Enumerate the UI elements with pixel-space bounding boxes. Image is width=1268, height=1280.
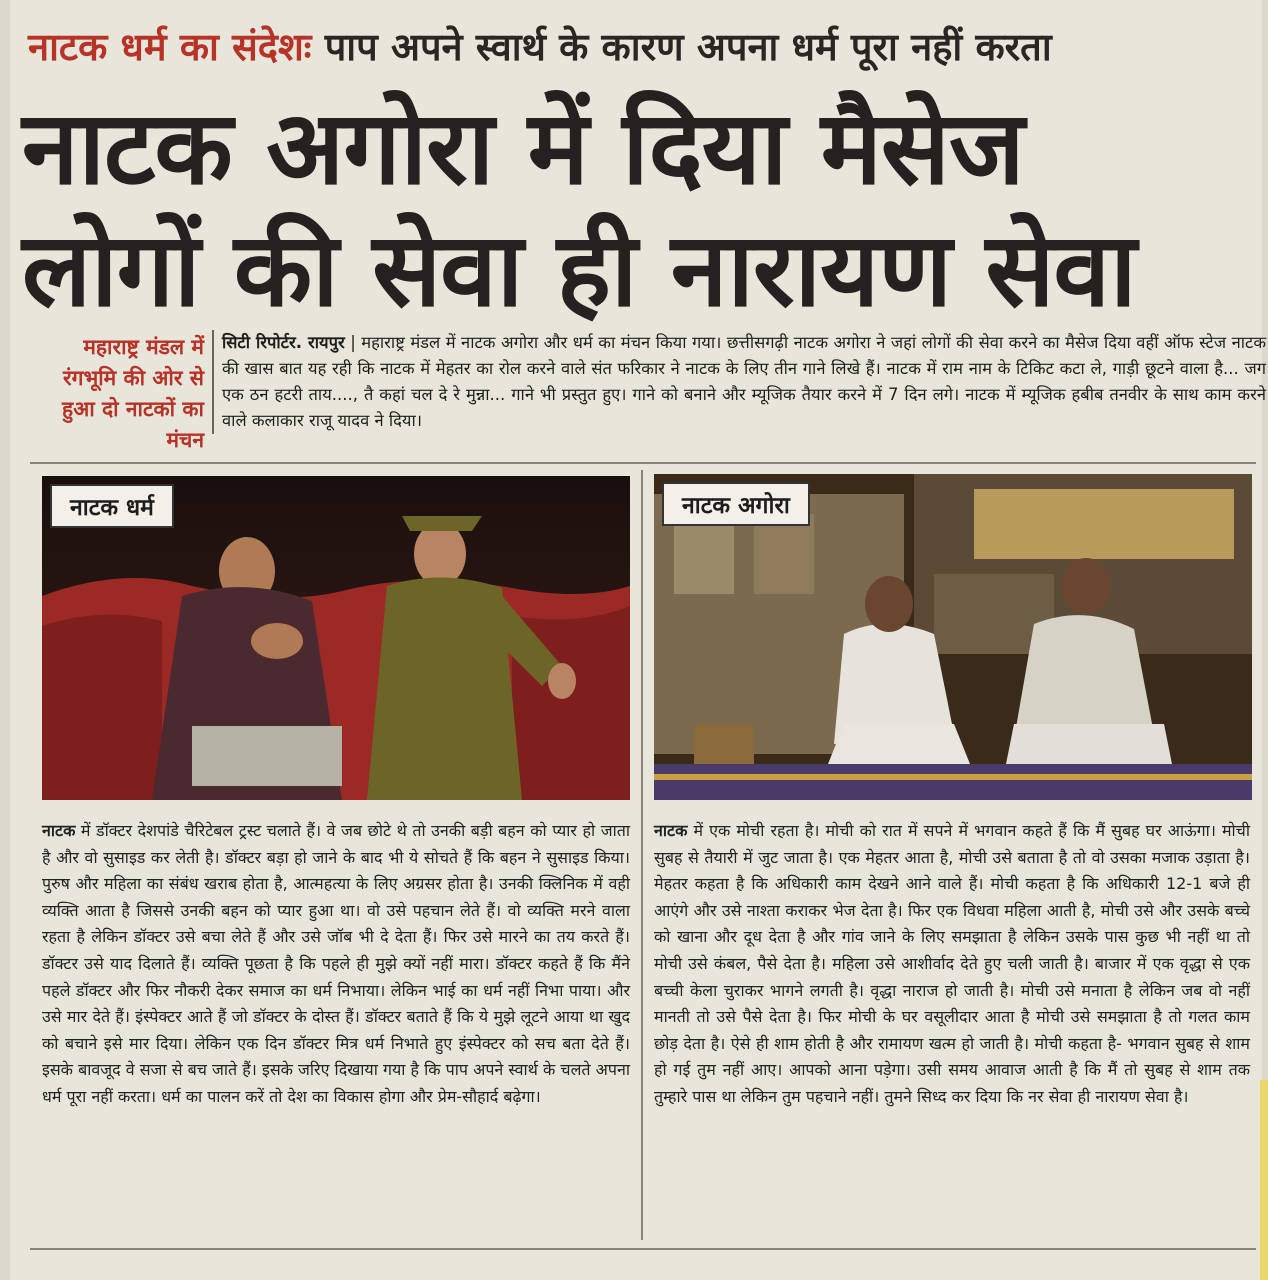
- article-right-column: [654, 818, 1250, 1111]
- sidebar-subhead: महाराष्ट्र मंडल में रंगभूमि की ओर से हुआ दो नाटकों का मंचन: [62, 335, 204, 452]
- kicker-red: नाटक धर्म का संदेशः: [28, 25, 312, 69]
- left-lead: नाटक: [42, 821, 76, 840]
- kicker-headline: [28, 18, 1258, 76]
- divider-top: [30, 462, 1256, 464]
- intro-paragraph: सिटी रिपोर्टर. रायपुर | महाराष्ट्र मंडल में नाटक अगोरा और धर्म का मंचन किया गया। छत्तीसगढ़ी नाटक अगोरा ने जहां लोगों की सेवा करने का मैसेज दिया वहीं ऑफ स्टेज नाटक की खास बात यह रही कि नाटक में मेहतर का रोल करने वाले संत फरिकार ने नाटक के लिए तीन गाने लिखे हैं। नाटक में राम नाम के टिकिट कटा ले, गाड़ी छूटने वाला है... जग एक ठन हटरी ताय...., तै कहां चल दे रे मुन्ना... गाने भी प्रस्तुत हुए। गाने को बनाने और म्यूजिक तैयार करने में 7 दिन लगे। नाटक में म्यूजिक हबीब तनवीर के साथ काम करने वाले कलाकार राजू यादव ने दिया।: [212, 330, 1266, 434]
- column-divider: [641, 470, 643, 1240]
- right-lead: नाटक: [654, 821, 688, 840]
- divider-bottom: [30, 1248, 1256, 1250]
- article-left-column: [42, 818, 630, 1111]
- headline-line-1: नाटक अगोरा में दिया मैसेज: [22, 89, 1024, 208]
- photo-label-right: नाटक अगोरा: [662, 482, 810, 526]
- intro-text: महाराष्ट्र मंडल में नाटक अगोरा और धर्म का मंचन किया गया। छत्तीसगढ़ी नाटक अगोरा ने जहां लोगों की सेवा करने का मैसेज दिया वहीं ऑफ स्टेज नाटक की खास बात यह रही कि नाटक में मेहतर का रोल करने वाले संत फरिकार ने नाटक के लिए तीन गाने लिखे हैं। नाटक में राम नाम के टिकिट कटा ले, गाड़ी छूटने वाला है... जग एक ठन हटरी ताय...., तै कहां चल दे रे मुन्ना... गाने भी प्रस्तुत हुए। गाने को बनाने और म्यूजिक तैयार करने में 7 दिन लगे। नाटक में म्यूजिक हबीब तनवीर के साथ काम करने वाले कलाकार राजू यादव ने दिया।: [222, 333, 1266, 430]
- photo-natak-dharm: [42, 476, 630, 800]
- byline: सिटी रिपोर्टर. रायपुर: [222, 333, 345, 352]
- margin-color-strip: [1260, 1080, 1268, 1280]
- left-text: में डॉक्टर देशपांडे चैरिटेबल ट्रस्ट चलाते हैं। वे जब छोटे थे तो उनकी बड़ी बहन को प्यार हो जाता है और वो सुसाइड कर लेती है। डॉक्टर बड़ा हो जाने के बाद भी ये सोचते हैं कि बहन ने सुसाइड किया। पुरुष और महिला का संबंध खराब होता है, आत्महत्या के लिए अग्रसर होता है। उनकी क्लिनिक में वही व्यक्ति आता है जिससे उनकी बहन को प्यार हुआ था। वो उसे पहचान लेते हैं। वो व्यक्ति मरने वाला रहता है लेकिन डॉक्टर उसे बचा लेते हैं और उसे जॉब भी दे देता हैं। फिर उसे मारने का तय करते हैं। डॉक्टर उसे याद दिलाते हैं। व्यक्ति पूछता है कि पहले ही मुझे क्यों नहीं मारा। डॉक्टर कहते हैं कि मैंने पहले डॉक्टर और फिर नौकरी देकर समाज का धर्म निभाया। लेकिन भाई का धर्म नहीं निभा पाया। और उसे मार देते हैं। इंस्पेक्टर आते हैं जो डॉक्टर के दोस्त हैं। डॉक्टर बताते हैं कि ये मुझे लूटने आया था खुद को बचाने इसे मार दिया। लेकिन एक दिन डॉक्टर मित्र धर्म निभाते हुए इंस्पेक्टर को सच बता देते हैं। इसके बावजूद वे सजा से बच जाते हैं। इसके जरिए दिखाया गया है कि पाप अपने स्वार्थ के चलते अपना धर्म पूरा नहीं करता। धर्म का पालन करें तो देश का विकास होगा और प्रेम-सौहार्द बढ़ेगा।: [42, 821, 631, 1106]
- kicker-black: पाप अपने स्वार्थ के कारण अपना धर्म पूरा नहीं करता: [311, 25, 1052, 69]
- photo-label-left: नाटक धर्म: [50, 484, 174, 528]
- photo-natak-agora: [654, 474, 1252, 800]
- main-headline: [22, 88, 1258, 332]
- right-text: में एक मोची रहता है। मोची को रात में सपने में भगवान कहते हैं कि मैं सुबह घर आऊंगा। मोची सुबह से तैयारी में जुट जाता है। एक मेहतर आता है, मोची उसे बताता है तो वो उसका मजाक उड़ाता है। मेहतर कहता है कि अधिकारी काम देखने आने वाले हैं। मोची कहता है कि अधिकारी 12-1 बजे ही आएंगे और उसे नाश्ता कराकर भेज देता है। फिर एक विधवा महिला आती है, मोची उसे और उसके बच्चे को खाना और दूध देता है और गांव जाने के लिए समझाता है लेकिन उसके पास कुछ भी नहीं था तो मोची उसे कंबल, पैसे देता है। महिला उसे आशीर्वाद देते हुए चली जाती है। बाजार में एक वृद्धा से एक बच्ची केला चुराकर भागने लगती है। वृद्धा नाराज हो जाती है। मोची उसे मनाता है लेकिन जब वो नहीं मानती तो उसे पैसे देता है। फिर मोची के घर वसूलीदार आता है मोची उसे समझाता है तो गलत काम छोड़ देता है। ऐसे ही शाम होती है और रामायण खत्म हो जाती है। मोची कहता है- भगवान सुबह से शाम हो गई तुम नहीं आए। आपको आना पड़ेगा। उसी समय आवाज आती है कि मैं तो सुबह से शाम तक तुम्हारे पास था लेकिन तुम पहचाने नहीं। तुमने सिध्द कर दिया कि नर सेवा ही नारायण सेवा है।: [654, 821, 1250, 1106]
- headline-line-2: लोगों की सेवा ही नारायण सेवा: [22, 211, 1136, 330]
